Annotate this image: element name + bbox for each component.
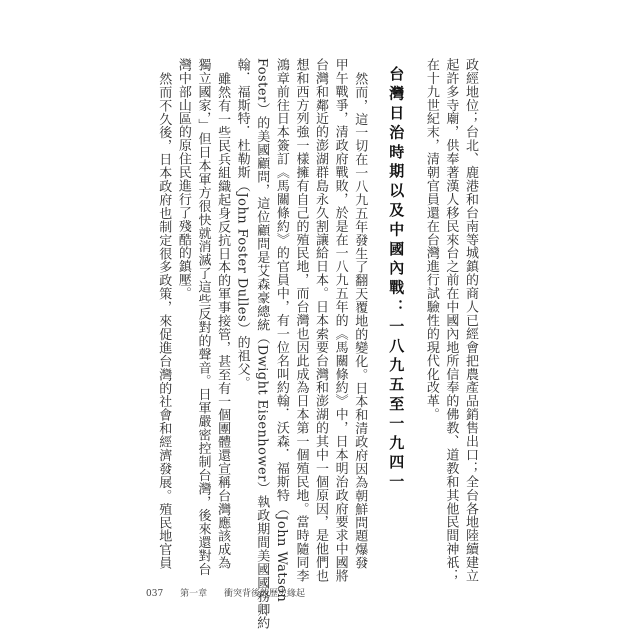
text-column: 在十九世紀末，清朝官員還在台灣進行試驗性的現代化改革。 [423,58,439,422]
text-column: Foster）的美國顧問，這位顧問是艾森豪總統（Dwight Eisenhower）執政期間美國國務卿約 [254,58,270,630]
text-column: 鴻章前往日本簽訂《馬關條約》的官員中，有一位名叫約翰．沃森．福斯特（John Watson [273,58,289,603]
text-column: 獨立國家，」但日本軍方很快就消滅了這些反對的聲音。日軍嚴密控制台灣，後來還對台 [195,58,211,577]
chapter-title: 衝突背後的歷史緣起 [223,589,305,599]
text-column: 雖然有一些民兵組織起身反抗日本的軍事接管，甚至有一個團體還宣稱台灣應該成為 [215,71,231,570]
text-column: 想和西方列強一樣擁有自己的殖民地，而台灣也因此成為日本第一個殖民地。當時隨同李 [293,58,309,583]
chapter-label: 第一章 [180,589,208,599]
text-column: 政經地位；台北、鹿港和台南等城鎮的商人已經會把農產品銷售出口；全台各地陸續建立 [463,58,478,583]
text-column: 起許多寺廟，供奉著漢人移民來台之前在中國內地所信奉的佛教、道教和其他民間神祇； [443,58,459,583]
text-column: 台灣和鄰近的澎湖群島永久割讓給日本。日本索要台灣和澎湖的其中一個原因，是他們也 [313,58,329,583]
text-column: 然而，這一切在一八九五年發生了翻天覆地的變化。日本和清政府因為朝鮮問題爆發 [352,71,368,570]
page-footer [146,586,319,599]
text-column: 翰．福斯特．杜勒斯（John Foster Dulles）的祖父。 [234,58,250,390]
section-heading: 台灣日治時期以及中國內戰：一八九五至一九四一 [387,66,406,493]
text-column: 甲午戰爭，清政府戰敗，於是在一八九五年的《馬關條約》中，日本明治政府要求中國將 [332,58,348,583]
page-number: 037 [146,589,164,599]
text-column: 然而不久後，日本政府也制定很多政策，來促進台灣的社會和經濟發展。殖民地官員 [156,71,172,570]
text-column: 灣中部山區的原住民進行了殘酷的鎮壓。 [175,58,191,301]
